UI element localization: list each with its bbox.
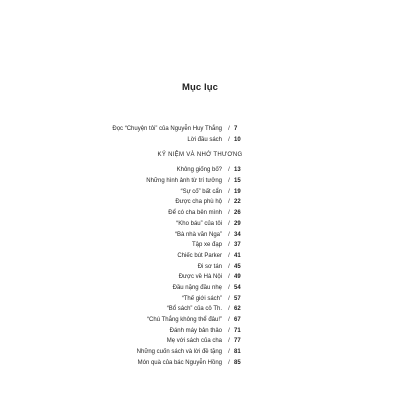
toc-entry-title: Đầu nặng đầu nhẹ <box>172 284 222 291</box>
toc-entry <box>0 272 400 283</box>
toc-entry-page-number: 77 <box>234 338 241 345</box>
toc-entry <box>0 197 400 208</box>
toc-entry <box>0 208 400 219</box>
toc-entry-page-number: 22 <box>234 199 241 206</box>
chapter-list <box>0 165 400 368</box>
toc-entry-page-number: 45 <box>234 263 241 270</box>
toc-entry-separator: / <box>228 359 230 366</box>
front-matter-list <box>0 124 400 145</box>
toc-entry <box>0 176 400 187</box>
toc-entry-title: Những cuốn sách và lời đề tặng <box>136 349 222 356</box>
toc-entry-page-number: 7 <box>234 126 238 132</box>
toc-entry-page-number: 85 <box>234 359 241 366</box>
toc-entry-separator: / <box>228 295 230 302</box>
toc-entry-title: “Bổ sách” của cô Th. <box>166 306 222 313</box>
toc-entry <box>0 358 400 369</box>
toc-entry <box>0 219 400 230</box>
toc-entry-title: “Bà nhà văn Nga” <box>174 231 222 238</box>
toc-entry-separator: / <box>228 167 230 174</box>
toc-entry-title: Món quà của bác Nguyễn Hồng <box>137 359 222 366</box>
toc-entry-title: Tập xe đạp <box>191 242 222 249</box>
toc-entry-separator: / <box>228 349 230 356</box>
toc-entry-separator: / <box>228 317 230 323</box>
toc-entry-title: Đánh máy bản thảo <box>169 327 222 334</box>
toc-entry-page-number: 19 <box>234 188 241 195</box>
toc-entry-page-number: 57 <box>234 295 241 302</box>
toc-entry-title: Đi sơ tán <box>197 263 222 270</box>
toc-entry-title: Lời đầu sách <box>187 136 222 143</box>
toc-entry-separator: / <box>228 199 230 206</box>
toc-entry <box>0 262 400 273</box>
toc-entry-title: Chiếc bút Parker <box>177 252 222 259</box>
toc-entry-title: Được cha phù hộ <box>175 199 222 206</box>
toc-entry <box>0 315 400 326</box>
toc-entry-page-number: 10 <box>234 136 241 143</box>
toc-entry-separator: / <box>228 136 230 143</box>
toc-entry-title: Mẹ với sách của cha <box>166 338 222 345</box>
toc-entry-page-number: 81 <box>234 349 241 356</box>
toc-entry <box>0 304 400 315</box>
toc-entry-separator: / <box>228 327 230 334</box>
toc-entry-page-number: 54 <box>234 284 241 291</box>
toc-entry-separator: / <box>228 274 230 281</box>
toc-entry-page-number: 15 <box>234 178 241 185</box>
toc-entry-separator: / <box>228 252 230 259</box>
toc-entry <box>0 135 400 146</box>
toc-entry <box>0 326 400 337</box>
toc-entry-separator: / <box>228 220 230 227</box>
toc-entry-title: Được về Hà Nội <box>178 274 222 281</box>
toc-entry-title: “Thế giới sách” <box>181 295 222 302</box>
toc-entry-page-number: 41 <box>234 252 241 259</box>
toc-entry-page-number: 26 <box>234 210 241 217</box>
toc-entry-page-number: 67 <box>234 317 241 323</box>
toc-entry-title: “Chú Thắng không thể đâu!” <box>147 317 222 323</box>
toc-entry <box>0 187 400 198</box>
toc-entry-separator: / <box>228 306 230 313</box>
toc-entry-page-number: 29 <box>234 220 241 227</box>
toc-entry-title: Những hình ảnh từ trí tưởng <box>146 178 222 185</box>
toc-entry <box>0 336 400 347</box>
toc-entry <box>0 294 400 305</box>
toc-entry-separator: / <box>228 210 230 217</box>
toc-entry <box>0 283 400 294</box>
toc-entry-separator: / <box>228 178 230 185</box>
toc-entry-title: Để có cha bên mình <box>168 210 222 217</box>
toc-entry-title: “Kho báu” của tôi <box>176 220 222 227</box>
toc-entry <box>0 347 400 358</box>
toc-entry <box>0 124 400 135</box>
toc-entry-separator: / <box>228 338 230 345</box>
toc-entry-separator: / <box>228 126 230 132</box>
toc-entry-title: “Sự cố” bất cẩn <box>180 188 222 195</box>
toc-entry <box>0 230 400 241</box>
toc-entry-separator: / <box>228 231 230 238</box>
toc-entry-separator: / <box>228 242 230 249</box>
toc-entry-separator: / <box>228 188 230 195</box>
toc-entry-page-number: 49 <box>234 274 241 281</box>
toc-entry-page-number: 13 <box>234 167 241 174</box>
toc-title: Mục lục <box>181 82 219 93</box>
toc-entry-title: Đọc “Chuyện tôi” của Nguyễn Huy Thắng <box>112 126 222 132</box>
table-of-contents <box>0 124 400 368</box>
toc-entry-page-number: 71 <box>234 327 241 334</box>
toc-entry-separator: / <box>228 284 230 291</box>
section-heading: KỶ NIỆM VÀ NHỚ THƯƠNG <box>157 152 243 159</box>
toc-entry-separator: / <box>228 263 230 270</box>
toc-entry <box>0 240 400 251</box>
toc-entry-page-number: 62 <box>234 306 241 313</box>
toc-entry-page-number: 37 <box>234 242 241 249</box>
toc-entry-title: Không giống bố? <box>176 167 222 174</box>
toc-entry <box>0 165 400 176</box>
toc-entry-page-number: 34 <box>234 231 241 238</box>
toc-entry <box>0 251 400 262</box>
